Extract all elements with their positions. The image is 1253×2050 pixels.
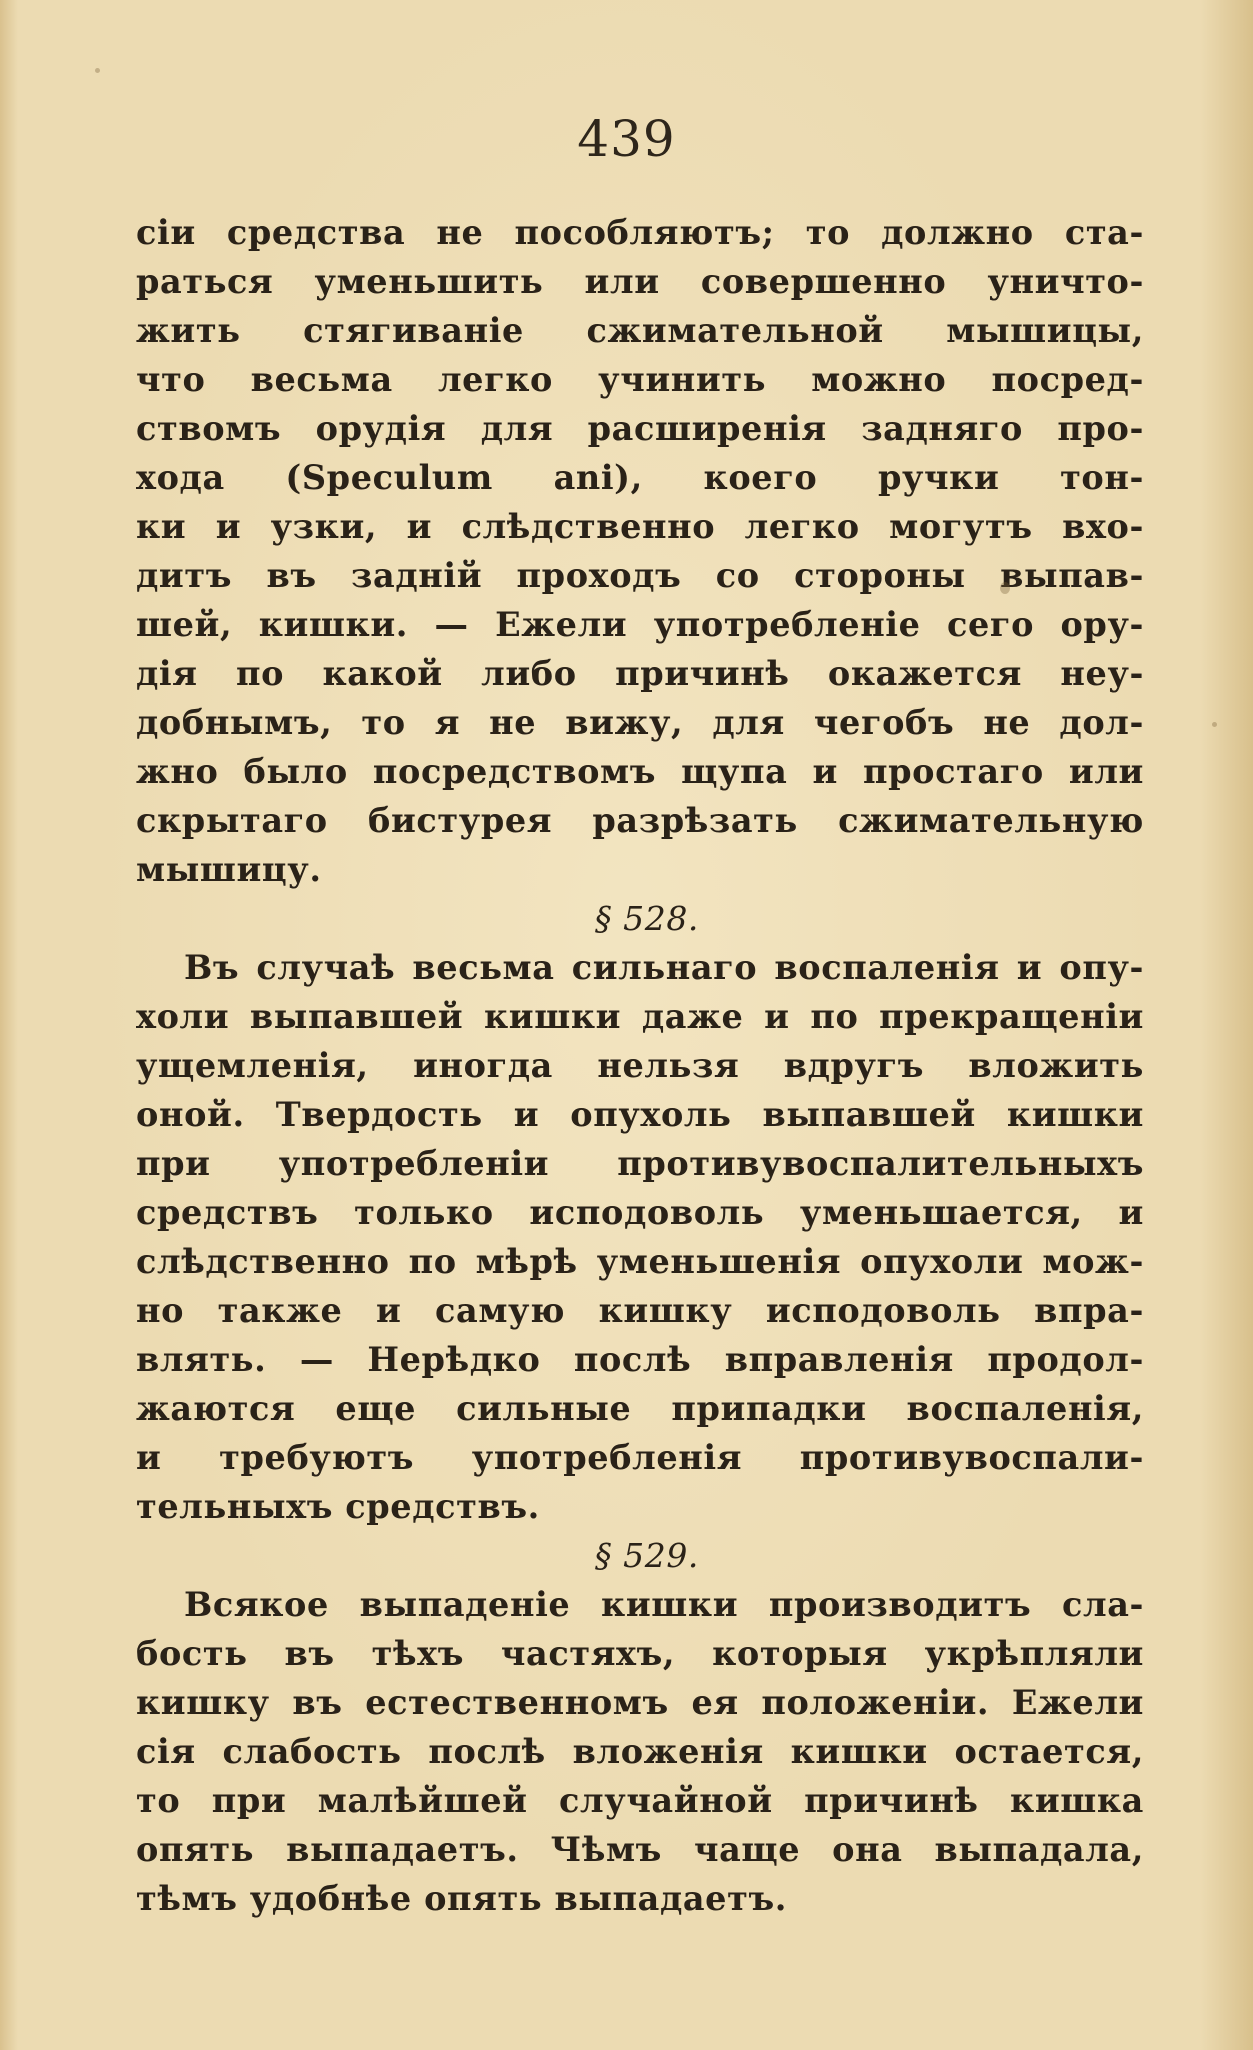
text-line: кишку въ естественномъ ея положеніи. Ежели xyxy=(136,1683,1144,1722)
ink-spot xyxy=(1212,722,1217,727)
text-line: мышицу. xyxy=(136,850,322,889)
text-line: средствъ только исподоволь уменьшается, и xyxy=(136,1193,1144,1232)
text-line: что весьма легко учинить можно посред- xyxy=(136,360,1144,399)
text-line: опять выпадаетъ. Чѣмъ чаще она выпадала, xyxy=(136,1830,1144,1869)
text-line: сія слабость послѣ вложенія кишки остается, xyxy=(136,1732,1144,1771)
text-line: то при малѣйшей случайной причинѣ кишка xyxy=(136,1781,1144,1820)
text-line: дитъ въ задній проходъ со стороны выпав- xyxy=(136,556,1144,595)
text-line: сіи средства не пособляютъ; то должно ста- xyxy=(136,213,1144,252)
text-line: влять. — Нерѣдко послѣ вправленія продол- xyxy=(136,1340,1144,1379)
text-line: ствомъ орудія для расширенія задняго про- xyxy=(136,409,1144,448)
text-line: Въ случаѣ весьма сильнаго воспаленія и опу- xyxy=(184,948,1144,987)
text-line: оной. Твердость и опухоль выпавшей кишки xyxy=(136,1095,1144,1134)
text-line: тельныхъ средствъ. xyxy=(136,1487,540,1526)
text-line: но также и самую кишку исподоволь впра- xyxy=(136,1291,1144,1330)
text-line: слѣдственно по мѣрѣ уменьшенія опухоли мож- xyxy=(136,1242,1144,1281)
ink-spot xyxy=(1000,582,1010,594)
text-line: холи выпавшей кишки даже и по прекращеніи xyxy=(136,997,1144,1036)
section-heading: § 528. xyxy=(594,899,700,938)
page-number: 439 xyxy=(577,110,676,168)
text-line: добнымъ, то я не вижу, для чегобъ не дол- xyxy=(136,703,1144,742)
text-line: жно было посредствомъ щупа и простаго или xyxy=(136,752,1144,791)
text-line: Всякое выпаденіе кишки производитъ сла- xyxy=(184,1585,1144,1624)
text-line: при употребленіи противувоспалительныхъ xyxy=(136,1144,1144,1183)
text-line: жить стягиваніе сжимательной мышицы, xyxy=(136,311,1144,350)
text-line: тѣмъ удобнѣе опять выпадаетъ. xyxy=(136,1879,788,1918)
text-line: ущемленія, иногда нельзя вдругъ вложить xyxy=(136,1046,1144,1085)
text-line: и требуютъ употребленія противувоспали- xyxy=(136,1438,1144,1477)
ink-spot xyxy=(95,68,100,73)
text-line: жаются еще сильные припадки воспаленія, xyxy=(136,1389,1144,1428)
text-line: шей, кишки. — Ежели употребленіе сего ору- xyxy=(136,605,1144,644)
text-line: хода (Speculum ani), коего ручки тон- xyxy=(136,458,1144,497)
body-text xyxy=(136,208,1144,1923)
text-line: ки и узки, и слѣдственно легко могутъ вхо- xyxy=(136,507,1144,546)
section-heading: § 529. xyxy=(594,1536,700,1575)
text-line: раться уменьшить или совершенно уничто- xyxy=(136,262,1144,301)
text-line: бость въ тѣхъ частяхъ, которыя укрѣпляли xyxy=(136,1634,1144,1673)
text-line: дія по какой либо причинѣ окажется неу- xyxy=(136,654,1144,693)
text-line: скрытаго бистурея разрѣзать сжимательную xyxy=(136,801,1144,840)
